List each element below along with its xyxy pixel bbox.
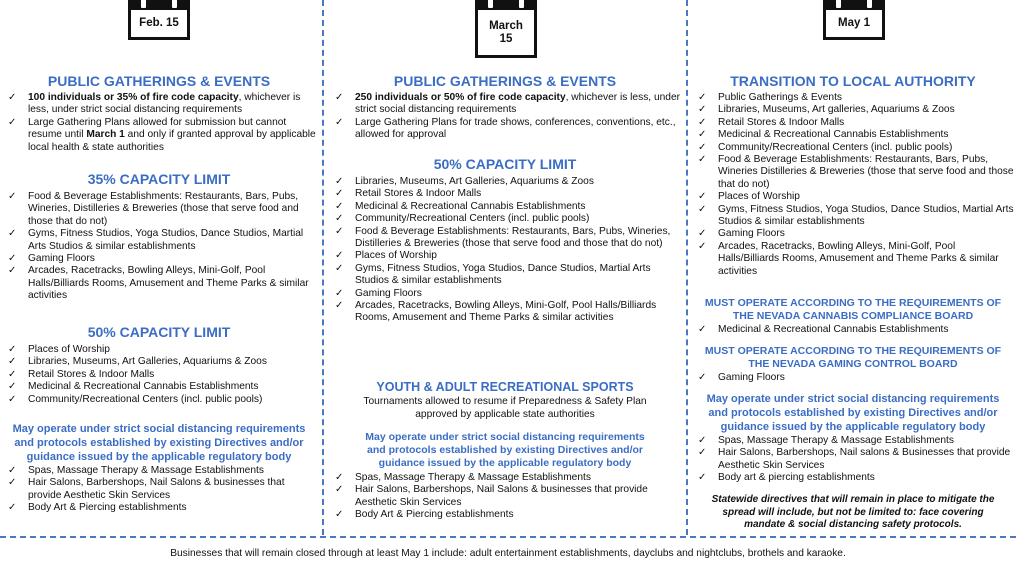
list-item: ✓ Gaming Floors: [690, 372, 1016, 384]
list-item: ✓ Retail Stores & Indoor Malls: [690, 117, 1016, 129]
list-item: ✓ Large Gathering Plans allowed for submission but cannot resume until March 1 and only if granted approval by applicable local health & state authorities: [0, 117, 318, 154]
list-item: ✓ Body Art & Piercing establishments: [327, 509, 683, 521]
list-item: ✓ Arcades, Racetracks, Bowling Alleys, Mini-Golf, Pool Halls/Billiards Rooms, Amusement and Theme Parks & similar activities: [690, 241, 1016, 278]
section-heading-50-capacity: 50% CAPACITY LIMIT: [433, 156, 577, 172]
list-item: ✓ Body Art & Piercing establishments: [0, 502, 318, 514]
section-heading-public-gatherings: PUBLIC GATHERINGS & EVENTS: [47, 73, 271, 89]
list-item: ✓ Libraries, Museums, Art Galleries, Aquariums & Zoos: [0, 356, 318, 368]
column-may-1: [690, 0, 1016, 535]
list-item: ✓ Places of Worship: [690, 191, 1016, 203]
list-item: ✓ Medicinal & Recreational Cannabis Establishments: [0, 381, 318, 393]
list-item: ✓ Arcades, Racetracks, Bowling Alleys, Mini-Golf, Pool Halls/Billiards Rooms, Amusement and Theme Parks & similar activities: [0, 265, 318, 302]
capacity-50-list: [327, 176, 683, 325]
list-item: ✓ Arcades, Racetracks, Bowling Alleys, Mini-Golf, Pool Halls/Billiards Rooms, Amusement and Theme Parks & similar activities: [327, 300, 683, 325]
footer-closed-businesses: Businesses that will remain closed through at least May 1 include: adult entertainment establishments, dayclubs and nightclubs, brothels and karaoke.: [170, 548, 846, 559]
statewide-directives-note: Statewide directives that will remain in place to mitigate the spread will include, but not be limited to: face covering mandate & social distancing safety protocols.: [711, 494, 995, 530]
date-label: March 15: [489, 19, 523, 45]
list-item: ✓ Food & Beverage Establishments: Restaurants, Bars, Pubs, Wineries, Distilleries & Breweries (those that serve food and those that do not): [0, 191, 318, 228]
footer-divider: [0, 536, 1016, 538]
section-heading-50-capacity: 50% CAPACITY LIMIT: [87, 324, 231, 340]
public-gatherings-list: [0, 92, 318, 154]
calendar-icon: [475, 0, 537, 58]
youth-sports-text: Tournaments allowed to resume if Preparedness & Safety Plan approved by applicable state authorities: [363, 396, 647, 420]
list-item: ✓ Spas, Massage Therapy & Massage Establishments: [690, 435, 1016, 447]
may-operate-list: [690, 435, 1016, 485]
list-item: ✓ Food & Beverage Establishments: Restaurants, Bars, Pubs, Wineries Distilleries & Breweries (those that serve food and those that do not): [690, 154, 1016, 191]
may-operate-list: [0, 465, 318, 515]
list-item: ✓ Public Gatherings & Events: [690, 92, 1016, 104]
calendar-icon: [823, 0, 885, 40]
capacity-50-list: [0, 344, 318, 406]
transition-list: [690, 92, 1016, 278]
list-item: ✓ Community/Recreational Centers (incl. public pools): [690, 142, 1016, 154]
list-item: ✓ Libraries, Museums, Art Galleries, Aquariums & Zoos: [327, 176, 683, 188]
list-item: ✓ Spas, Massage Therapy & Massage Establishments: [327, 472, 683, 484]
column-feb-15: [0, 0, 318, 535]
column-march-15: [327, 0, 683, 535]
list-item: ✓ Retail Stores & Indoor Malls: [0, 369, 318, 381]
list-item: ✓ Places of Worship: [327, 250, 683, 262]
list-item: ✓ Body art & piercing establishments: [690, 472, 1016, 484]
list-item: ✓ Hair Salons, Barbershops, Nail Salons & businesses that provide Aesthetic Skin Services: [327, 484, 683, 509]
list-item: ✓ Medicinal & Recreational Cannabis Establishments: [690, 129, 1016, 141]
gaming-board-heading: MUST OPERATE ACCORDING TO THE REQUIREMENTS OF THE NEVADA GAMING CONTROL BOARD: [704, 345, 1002, 370]
section-heading-35-capacity: 35% CAPACITY LIMIT: [87, 171, 231, 187]
list-item: ✓ 100 individuals or 35% of fire code capacity, whichever is less, under strict social distancing requirements: [0, 92, 318, 117]
section-heading-public-gatherings: PUBLIC GATHERINGS & EVENTS: [393, 73, 617, 89]
may-operate-heading: May operate under strict social distancing requirements and protocols established by existing Directives and/or guidance issued by the applicable regulatory body: [365, 431, 645, 469]
capacity-35-list: [0, 191, 318, 303]
may-operate-heading: May operate under strict social distancing requirements and protocols established by existing Directives and/or guidance issued by the applicable regulatory body: [12, 423, 306, 463]
section-heading-transition: TRANSITION TO LOCAL AUTHORITY: [730, 73, 976, 89]
list-item: ✓ Hair Salons, Barbershops, Nail Salons & businesses that provide Aesthetic Skin Services: [0, 477, 318, 502]
date-label: Feb. 15: [139, 17, 179, 29]
cannabis-board-heading: MUST OPERATE ACCORDING TO THE REQUIREMENTS OF THE NEVADA CANNABIS COMPLIANCE BOARD: [704, 297, 1002, 322]
may-operate-list: [327, 472, 683, 522]
list-item: ✓ Libraries, Museums, Art galleries, Aquariums & Zoos: [690, 104, 1016, 116]
list-item: ✓ Community/Recreational Centers (incl. public pools): [0, 394, 318, 406]
section-heading-youth-sports: YOUTH & ADULT RECREATIONAL SPORTS: [376, 380, 634, 394]
date-label: May 1: [838, 17, 870, 29]
calendar-icon: [128, 0, 190, 40]
gaming-list: [690, 372, 1016, 384]
list-item: ✓ Gyms, Fitness Studios, Yoga Studios, Dance Studios, Martial Arts Studios & similar establishments: [327, 263, 683, 288]
list-item: ✓ Gyms, Fitness Studios, Yoga Studios, Dance Studios, Martial Arts Studios & similar establishments: [0, 228, 318, 253]
list-item: ✓ Gaming Floors: [690, 228, 1016, 240]
list-item: ✓ Places of Worship: [0, 344, 318, 356]
may-operate-heading: May operate under strict social distancing requirements and protocols established by existing Directives and/or guidance issued by the applicable regulatory body: [706, 393, 1000, 433]
list-item: ✓ Gyms, Fitness Studios, Yoga Studios, Dance Studios, Martial Arts Studios & similar establishments: [690, 204, 1016, 229]
list-item: ✓ Gaming Floors: [327, 288, 683, 300]
cannabis-list: [690, 324, 1016, 336]
list-item: ✓ Hair Salons, Barbershops, Nail salons & Businesses that provide Aesthetic Skin Services: [690, 447, 1016, 472]
list-item: ✓ Food & Beverage Establishments: Restaurants, Bars, Pubs, Wineries, Distilleries & Breweries (those that serve food and those that do not): [327, 226, 683, 251]
list-item: ✓ Large Gathering Plans for trade shows, conferences, conventions, etc., allowed for approval: [327, 117, 683, 142]
list-item: ✓ Gaming Floors: [0, 253, 318, 265]
list-item: ✓ Community/Recreational Centers (incl. public pools): [327, 213, 683, 225]
list-item: ✓ 250 individuals or 50% of fire code capacity, whichever is less, under strict social distancing requirements: [327, 92, 683, 117]
list-item: ✓ Medicinal & Recreational Cannabis Establishments: [327, 201, 683, 213]
list-item: ✓ Spas, Massage Therapy & Massage Establishments: [0, 465, 318, 477]
column-divider-left: [322, 0, 324, 535]
column-divider-right: [686, 0, 688, 535]
public-gatherings-list: [327, 92, 683, 142]
list-item: ✓ Retail Stores & Indoor Malls: [327, 188, 683, 200]
list-item: ✓ Medicinal & Recreational Cannabis Establishments: [690, 324, 1016, 336]
